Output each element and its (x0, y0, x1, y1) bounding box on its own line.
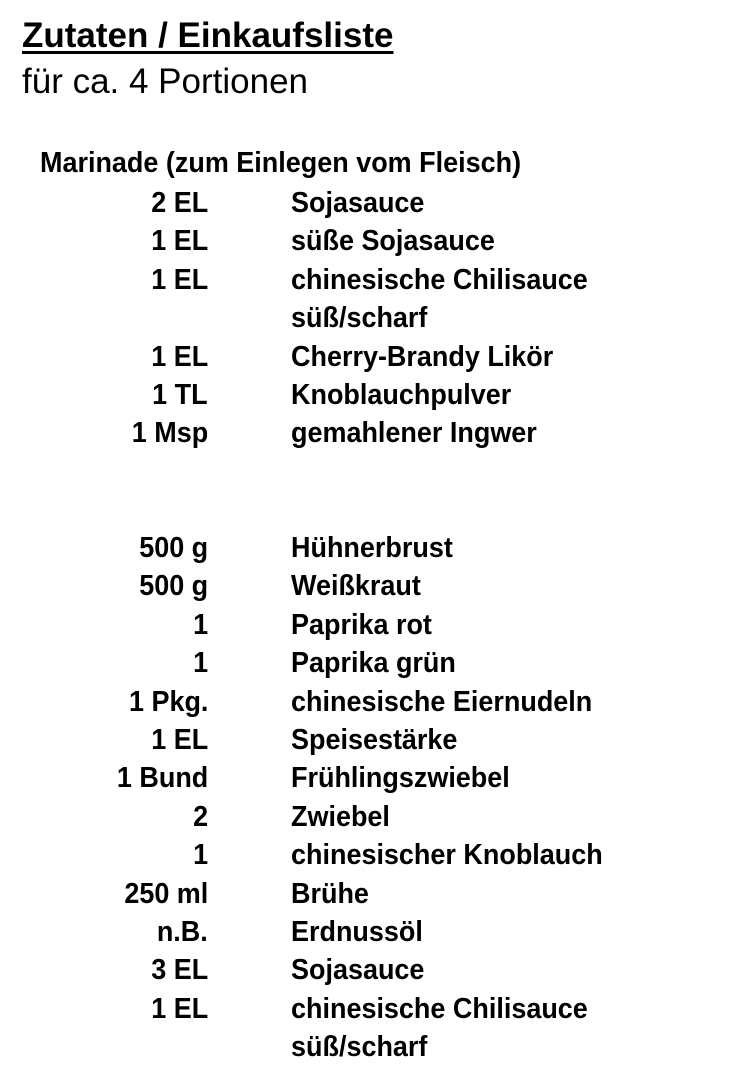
ingredient-name: Sojasauce (291, 187, 425, 219)
ingredient-row (0, 798, 750, 836)
ingredient-quantity: 1 EL (151, 723, 208, 756)
ingredient-row (0, 683, 750, 721)
ingredient-quantity: 1 EL (151, 992, 208, 1025)
ingredient-name: chinesische Chilisauce (291, 992, 588, 1025)
main-ingredient-list (0, 529, 750, 1066)
ingredient-name: Erdnussöl (291, 915, 423, 948)
ingredient-name: chinesische Eiernudeln (291, 685, 593, 718)
ingredient-name: süße Sojasauce (291, 225, 495, 258)
ingredient-row (0, 184, 750, 222)
ingredient-row (0, 338, 750, 376)
ingredient-quantity: 1 EL (151, 263, 208, 296)
ingredient-quantity: 1 TL (152, 378, 208, 411)
ingredient-name: Weißkraut (291, 570, 421, 603)
ingredient-name: chinesische Chilisauce (291, 263, 588, 296)
ingredient-row (0, 261, 750, 299)
ingredient-row (0, 990, 750, 1028)
ingredient-quantity: n.B. (157, 915, 208, 948)
ingredient-row (0, 1028, 750, 1066)
ingredient-row (0, 567, 750, 605)
page-title: Zutaten / Einkaufsliste (22, 16, 394, 55)
ingredient-quantity: 500 g (139, 532, 208, 564)
ingredient-quantity: 1 Pkg. (128, 685, 208, 718)
ingredient-quantity: 2 EL (151, 187, 208, 219)
ingredient-quantity: 1 (192, 608, 208, 641)
ingredient-name: Paprika rot (291, 608, 432, 641)
ingredient-name: chinesischer Knoblauch (291, 839, 603, 872)
ingredient-name: gemahlener Ingwer (291, 417, 537, 450)
marinade-heading: Marinade (zum Einlegen vom Fleisch) (40, 147, 522, 179)
ingredient-row (0, 606, 750, 644)
ingredient-row (0, 529, 750, 567)
ingredient-name: Brühe (291, 877, 369, 910)
ingredient-row (0, 721, 750, 759)
ingredient-quantity: 1 (192, 839, 208, 872)
ingredient-name: Frühlingszwiebel (291, 762, 510, 795)
ingredient-row (0, 951, 750, 989)
marinade-ingredient-list (0, 184, 750, 453)
ingredient-name: Paprika grün (291, 647, 456, 680)
ingredient-row (0, 376, 750, 414)
ingredient-row (0, 299, 750, 337)
ingredient-row (0, 913, 750, 951)
ingredient-name: süß/scharf (291, 1031, 428, 1064)
ingredient-row (0, 414, 750, 452)
ingredient-name: Sojasauce (291, 954, 425, 987)
ingredient-quantity: 1 (192, 647, 208, 680)
ingredient-quantity: 1 Bund (116, 762, 208, 795)
ingredient-row (0, 836, 750, 874)
ingredient-name: Knoblauchpulver (291, 378, 512, 411)
servings-subtitle: für ca. 4 Portionen (22, 62, 308, 101)
ingredient-quantity: 1 EL (151, 225, 208, 258)
ingredient-quantity: 1 Msp (131, 417, 208, 450)
ingredient-row (0, 644, 750, 682)
ingredient-quantity: 250 ml (124, 877, 208, 910)
ingredient-name: Zwiebel (291, 800, 390, 833)
ingredient-row (0, 875, 750, 913)
ingredient-row (0, 222, 750, 260)
ingredient-name: Speisestärke (291, 723, 458, 756)
ingredient-name: Hühnerbrust (291, 532, 453, 564)
ingredient-row (0, 759, 750, 797)
ingredient-quantity: 500 g (139, 570, 208, 603)
ingredient-name: Cherry-Brandy Likör (291, 340, 554, 373)
ingredient-name: süß/scharf (291, 302, 428, 335)
ingredient-quantity: 2 (192, 800, 208, 833)
ingredient-quantity: 3 EL (151, 954, 208, 987)
ingredient-quantity: 1 EL (151, 340, 208, 373)
